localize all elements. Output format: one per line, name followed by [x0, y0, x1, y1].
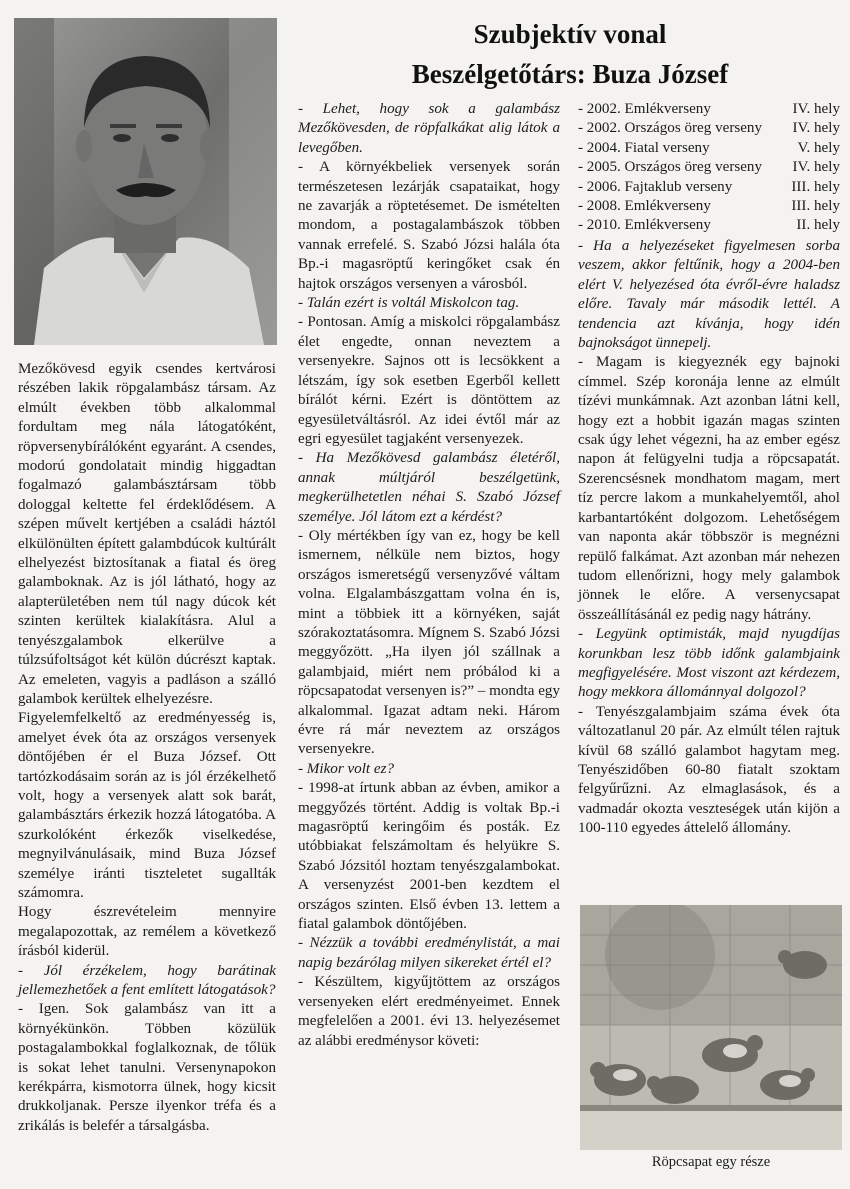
- paragraph: - A környékbeliek versenyek során természetesen lezárják csapataikat, hogy ne zavarják a röptetésemet. De ismételten mondom, a postagalambászok többen vannak errefelé. S. Szabó Józsi halála óta Bp.-i magasröptű keringőket csak én hajtok országos versenyen a városból.: [298, 159, 560, 292]
- paragraph: - Oly mértékben így van ez, hogy be kell ismernem, nélküle nem biztos, hogy országos ismeretségű versenyzővé váltam volna. Elgalambászgattam volna én is, mint a többiek itt a környéken, saját szórakoztatásomra. Mígnem S. Szabó Józsi meggyőzött. „Ha ilyen jól szállnak a galambjaid, miért nem próbálod ki a röpcsapatodat versenyen is?” – mondta egy alkalommal. Igazat adtam neki. Három évre rá már neveztem az országos versenyekre.: [298, 527, 560, 758]
- result-row: [578, 178, 840, 197]
- title-line-1: Szubjektív vonal: [473, 19, 667, 49]
- result-place: II. hely: [796, 217, 840, 234]
- paragraph: Mezőkövesd egyik csendes kertvárosi részében lakik röpgalambász társam. Az elmúlt években több alkalommal fordultam meg nála látogatóként, röpversenybírálóként egyaránt. A csendes, modorú gondolatait mindig higgadtan fogalmazó galambásztársam több dologgal keltette fel érdeklődésem. A szépen művelt kertjében a családi háztól elkülönülten épített galambdúcok kultúrált elhelyezést biztosítanak a fiatal és öreg galamboknak. Az is jól látható, hogy az alapterületében nem túl nagy dúcok két szinten kerültek kialakításra. Alul a tenyészgalambok elkerülve a túlzsúfoltságot két külön dúcrészt kaptak. Az emeleten, vagyis a padláson a szálló galambok kerültek elhelyezésre.: [18, 361, 276, 707]
- result-event: - 2002. Országos öreg verseny: [578, 120, 763, 137]
- interview-question: - Nézzük a további eredménylistát, a mai napig bezárólag milyen sikereket értél el?: [298, 935, 560, 971]
- pigeon-flock-photo: [580, 905, 842, 1150]
- result-event: - 2002. Emlékverseny: [578, 101, 711, 117]
- portrait-photo: [14, 18, 277, 345]
- interview-question: - Mikor volt ez?: [298, 760, 394, 777]
- interview-question: - Lehet, hogy sok a galambász Mezőkövesden, de röpfalkákat alig látok a levegőben.: [298, 101, 560, 156]
- results-list: [578, 100, 840, 236]
- result-place: III. hely: [791, 198, 840, 215]
- result-row: [578, 119, 840, 138]
- result-row: [578, 216, 840, 235]
- paragraph: Figyelemfelkeltő az eredményesség is, amelyet évek óta az országos versenyek döntőjében ér el Buza József. Ott tartózkodásaim során az is jól érzékelhető volt, hogy a versenyek alatt sok barát, galambásztárs érkezik hozzá látogatóba. A szurkolóként érkezők viselkedése, megnyilvánulásaik, mind Buza József személye iránti tiszteletet sugallták számomra.: [18, 710, 276, 901]
- result-place: IV. hely: [792, 101, 840, 117]
- result-event: - 2005. Országos öreg verseny: [578, 159, 763, 176]
- paragraph: - Pontosan. Amíg a miskolci röpgalambász élet engedte, onnan neveztem a versenyekre. Sajnos ott is lecsökkent a létszám, így sok esetben Egerből kellett bírálót kérni. Ezért is döntöttem az egyesületváltásról. Az idei évtől már az egri egyesület tagjaként versenyezek.: [298, 314, 560, 447]
- result-row: [578, 100, 840, 119]
- interview-question: - Jól érzékelem, hogy barátinak jellemezhetőek a fent említett látogatások?: [18, 962, 276, 998]
- paragraph: - 1998-at írtunk abban az évben, amikor a meggyőzés történt. Addig is voltak Bp.-i magasröptű keringőim és posták. Ez utóbbiakat felszámoltam és helyükre S. Szabó Józsitól hoztam tenyészgalambokat. A versenyzést 2001-ben kezdtem el országos szinten. Első évben 13. lettem a fiatal galambok döntőjében.: [298, 780, 560, 933]
- paragraph: Hogy észrevételeim mennyire megalapozottak, az remélem a következő írásból kiderül.: [18, 904, 276, 960]
- interview-question: - Ha Mezőkövesd galambász életéről, annak múltjáról beszélgetünk, megkerülhetetlen néhai S. Szabó József személye. Jól látom ezt a kérdést?: [298, 450, 560, 525]
- result-row: [578, 158, 840, 177]
- article-title: [300, 14, 840, 94]
- interview-question: - Talán ezért is voltál Miskolcon tag.: [298, 295, 520, 312]
- column-1-text: [18, 360, 276, 1136]
- interview-question: - Ha a helyezéseket figyelmesen sorba veszem, akkor feltűnik, hogy a 2004-ben elért V. helyezésed óta évről-évre haladsz előre. Tavaly már második lettél. A tendencia azt kívánja, hogy idén bajnokságot ünnepelj.: [578, 238, 840, 352]
- column-2-text: [298, 100, 560, 1051]
- result-event: - 2008. Emlékverseny: [578, 198, 711, 215]
- column-3-text: [578, 237, 840, 839]
- result-place: V. hely: [797, 139, 840, 156]
- interview-question: - Legyünk optimisták, majd nyugdíjas korunkban lesz több időnk galambjaink megfigyelésére. Most viszont azt kérdezem, hogy mekkora állománnyal dolgozol?: [578, 626, 840, 701]
- result-place: IV. hely: [792, 159, 840, 176]
- result-event: - 2006. Fajtaklub verseny: [578, 178, 733, 195]
- result-event: - 2004. Fiatal verseny: [578, 139, 710, 156]
- paragraph: - Tenyészgalambjaim száma évek óta változatlanul 20 pár. Az elmúlt télen rajtuk kívül 68 szálló galambot hagytam meg. Tenyészidőben 60-80 fiatalt szoktam felgyűrűzni. Az elmaglasások, és a vadmadár okozta veszteségek után kijön a 100-110 egyedes áttelelő állomány.: [578, 703, 840, 837]
- title-subtitle: Beszélgetőtárs: Buza József: [411, 59, 729, 89]
- result-place: III. hely: [791, 178, 840, 195]
- paragraph: - Készültem, kigyűjtöttem az országos versenyeken elért eredményeimet. Ennek megfelelően a 2001. évi 13. helyezésemet az alábbi eredménysor követi:: [298, 974, 560, 1049]
- result-place: IV. hely: [792, 120, 840, 137]
- photo-caption: Röpcsapat egy része: [651, 1154, 771, 1170]
- paragraph: - Igen. Sok galambász van itt a környékünkön. Többen közülük postagalambokkal foglalkoznak, de tőlük is sokat lehet tanulni. Versenynapokon kerékpárra, kismotorra ülnek, hogy kicsit drukkoljanak. Persze ilyenkor tréfa és a zrikálás is belefér a társalgásba.: [18, 1001, 276, 1134]
- result-row: [578, 197, 840, 216]
- result-event: - 2010. Emlékverseny: [578, 217, 711, 234]
- paragraph: - Magam is kiegyeznék egy bajnoki címmel. Szép koronája lenne az elmúlt tízévi munkámnak. Azt azonban látni kell, hogy ezt a hobbit igazán magas szinten csak úgy lehet végezni, ha az ember egész napon át felügyelni tudja a röpcsapatát. Szerencsésnek mondhatom magam, mert tíz percre lakom a munkahelyemtől, ahol karbantartóként dolgozom. Lehetőségem van naponta akár többször is megnézni repülő falkámat. Azt azonban már nehezen tudom ellenőrizni, hogy mely galambok jönnek le előre. A versenycsapat összeállításánál ez pedig nagy hátrány.: [578, 354, 840, 623]
- result-row: [578, 139, 840, 158]
